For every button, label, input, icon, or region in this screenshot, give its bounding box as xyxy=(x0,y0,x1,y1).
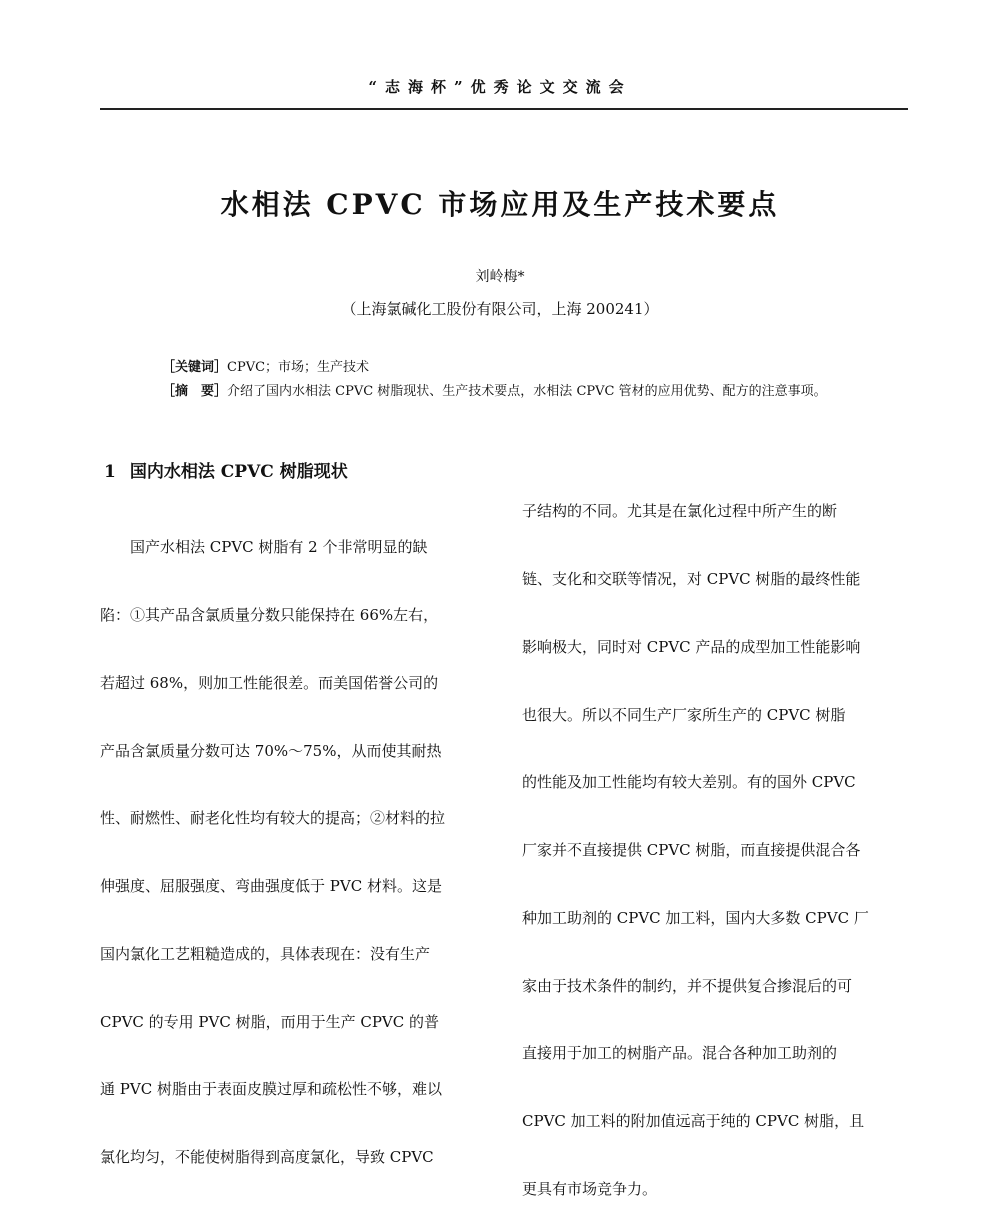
right-line: 直接用于加工的树脂产品。混合各种加工助剂的 xyxy=(522,1044,838,1063)
right-column xyxy=(522,455,869,1223)
right-line: 影响极大，同时对 CPVC 产品的成型加工性能影响 xyxy=(522,637,861,656)
author: 刘岭梅* xyxy=(475,269,525,285)
left-line: 性、耐燃性、耐老化性均有较大的提高；②材料的拉 xyxy=(100,809,446,828)
left-line: 伸强度、屈服强度、弯曲强度低于 PVC 材料。这是 xyxy=(100,877,442,896)
right-line: CPVC 加工料的附加值远高于纯的 CPVC 树脂，且 xyxy=(522,1112,865,1131)
left-line: 若超过 68%，则加工性能很差。而美国偌誉公司的 xyxy=(100,673,439,692)
right-line: 的性能及加工性能均有较大差别。有的国外 CPVC xyxy=(522,773,856,792)
section-number: 1 xyxy=(104,462,116,482)
paper-title: 水相法 CPVC 市场应用及生产技术要点 xyxy=(220,188,780,221)
left-line: 陷：①其产品含氯质量分数只能保持在 66%左右， xyxy=(100,605,439,624)
abstract-text: 介绍了国内水相法 CPVC 树脂现状、生产技术要点，水相法 CPVC 管材的应用优势、配方的注意事项。 xyxy=(227,384,827,399)
left-column xyxy=(100,491,445,1191)
keywords-block xyxy=(162,356,369,375)
right-line: 厂家并不直接提供 CPVC 树脂，而直接提供混合各 xyxy=(522,841,861,860)
right-line: 也很大。所以不同生产厂家所生产的 CPVC 树脂 xyxy=(522,705,846,724)
left-line: 通 PVC 树脂由于表面皮膜过厚和疏松性不够，难以 xyxy=(100,1080,442,1099)
keywords-text: CPVC；市场；生产技术 xyxy=(227,360,370,375)
section-title: 国内水相法 CPVC 树脂现状 xyxy=(129,462,348,482)
journal-header: “志海杯”优秀论文交流会 xyxy=(368,78,632,96)
left-line: 氯化均匀，不能使树脂得到高度氯化，导致 CPVC xyxy=(100,1148,434,1167)
keywords-label: ［关键词］ xyxy=(162,360,228,375)
left-line: 国内氯化工艺粗糙造成的，具体表现在：没有生产 xyxy=(100,944,431,963)
right-line: 家由于技术条件的制约，并不提供复合掺混后的可 xyxy=(522,976,853,995)
right-line: 更具有市场竞争力。 xyxy=(522,1180,658,1198)
header-rule xyxy=(100,108,908,110)
section-heading xyxy=(104,457,348,482)
left-line: CPVC 的专用 PVC 树脂，而用于生产 CPVC 的普 xyxy=(100,1012,440,1031)
right-line: 链、支化和交联等情况，对 CPVC 树脂的最终性能 xyxy=(522,569,861,588)
abstract-label: ［摘 要］ xyxy=(162,384,228,399)
abstract-block xyxy=(132,380,880,404)
right-line: 种加工助剂的 CPVC 加工料，国内大多数 CPVC 厂 xyxy=(522,908,869,927)
affiliation: （上海氯碱化工股份有限公司，上海 200241） xyxy=(341,300,659,318)
right-line: 子结构的不同。尤其是在氯化过程中所产生的断 xyxy=(522,502,838,521)
left-line: 产品含氯质量分数可达 70%～75%，从而使其耐热 xyxy=(100,741,442,760)
left-line: 国产水相法 CPVC 树脂有 2 个非常明显的缺 xyxy=(100,538,428,557)
